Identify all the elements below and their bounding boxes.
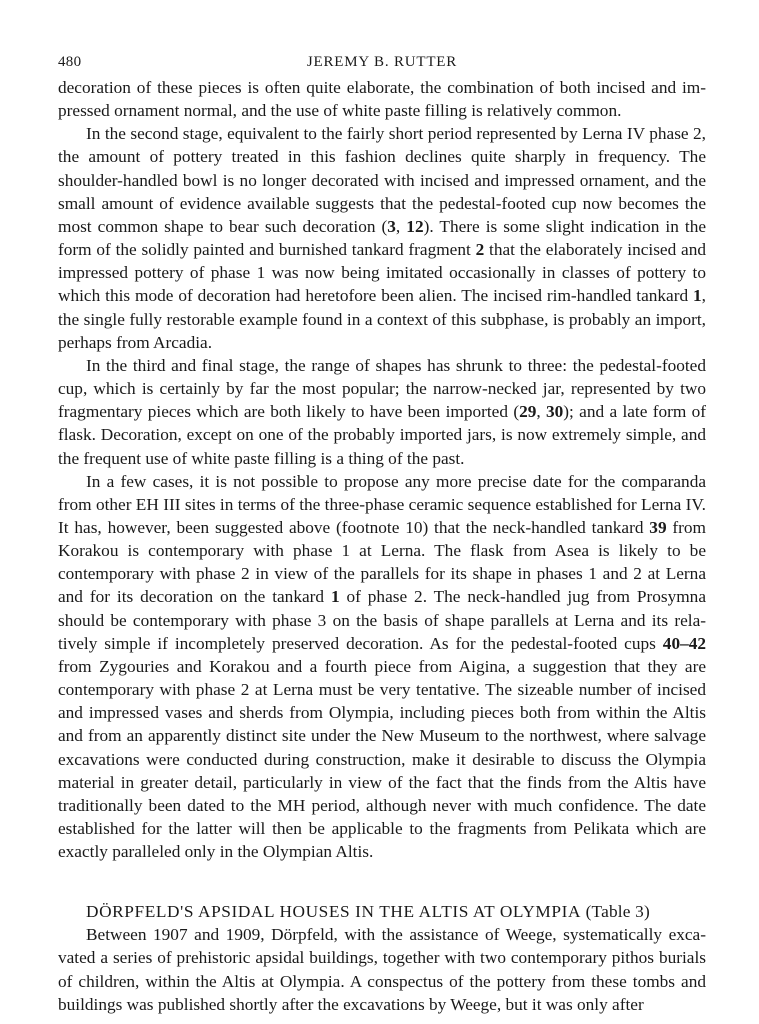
text-run: decoration of these pieces is often quite elaborate, the combination of both incised and impressed ornament normal, and the use of white paste filling is relatively common. xyxy=(58,78,706,121)
section-heading xyxy=(58,900,706,923)
page-number: 480 xyxy=(58,54,82,70)
section-body xyxy=(58,923,706,1016)
text-run: In the second stage, equivalent to the fairly short period represented by Lerna IV phase 2, the amount of pottery treated in this fashion declines quite sharply in frequency. The shoulder-handled bowl is no longer decorated with incised and impressed ornament, and the small amount of evidence available suggests that the pedestal-footed cup now becomes the most common shape to bear such decoration ( xyxy=(58,124,706,236)
text-run: ); and a late form of flask. Decoration, except on one of the probably imported jars, is now extremely simple, and the frequent use of white paste filling is a thing of the past. xyxy=(58,402,707,468)
catalogue-reference: 40–42 xyxy=(662,633,706,653)
section-heading-title: DÖRPFELD'S APSIDAL HOUSES IN THE ALTIS AT OLYMPIA xyxy=(86,902,582,922)
section-paragraph: Between 1907 and 1909, Dörpfeld, with the assistance of Weege, systematically excavated a series of prehistoric apsidal buildings, together with two contemporary pithos burials of children, within the Altis at Olympia. A conspectus of the pottery from these tombs and buildings was published shortly after the excavations by Weege, but it was only after xyxy=(58,925,706,1014)
paragraph xyxy=(58,354,706,470)
text-run: In a few cases, it is not possible to propose any more precise date for the comparanda from other EH III sites in terms of the three-phase ceramic sequence established for Lerna IV. It has, however, been suggested above (footnote 10) that the neck-handled tankard xyxy=(58,471,706,537)
text-run: of phase 2. The neck-handled jug from Prosymna should be contemporary with phase 3 on the basis of shape parallels at Lerna and its relatively simple if incompletely preserved decoration. As for the pedestal-footed cups xyxy=(58,587,706,653)
text-run: , xyxy=(536,402,547,422)
text-run: , xyxy=(395,216,407,236)
catalogue-reference: 1 xyxy=(693,286,702,306)
catalogue-reference: 12 xyxy=(406,216,424,236)
running-title: JEREMY B. RUTTER xyxy=(306,54,458,70)
text-run: from Zygouries and Korakou and a fourth piece from Aigina, a suggestion that they are contemporary with phase 2 at Lerna must be very tentative. The sizeable number of incised and impressed vases and sherds from Olympia, including pieces both from within the Altis and from an apparently distinct site under the New Museum to the northwest, where salvage excavations were conducted during construction, make it desirable to discuss the Olympia material in greater detail, particularly in view of the fact that the finds from the Altis have traditionally been dated to the MH period, although never with much confidence. The date established for the latter will then be applicable to the fragments from Pelikata which are exactly paralleled only in the Olympian Altis. xyxy=(58,656,706,862)
running-head xyxy=(58,50,706,76)
paragraph xyxy=(58,76,706,122)
catalogue-reference: 39 xyxy=(649,517,667,537)
section-heading-table-ref: (Table 3) xyxy=(585,902,650,922)
paragraph xyxy=(58,470,706,864)
text-run: ). There is some slight indication in the form of the solidly painted and burnished tankard fragment xyxy=(58,216,707,260)
catalogue-reference: 29 xyxy=(519,402,537,422)
catalogue-reference: 30 xyxy=(546,402,564,422)
body-text xyxy=(58,76,706,863)
paragraph xyxy=(58,122,706,354)
page xyxy=(58,50,706,1016)
text-run: In the third and final stage, the range of shapes has shrunk to three: the pedestal-footed cup, which is certainly by far the most popular; the narrow-necked jar, represented by two fragmentary pieces which are both likely to have been imported ( xyxy=(58,355,706,422)
catalogue-reference: 3 xyxy=(387,216,396,236)
text-run: , the single fully restorable example found in a context of this subphase, is probably an import, perhaps from Arcadia. xyxy=(58,286,706,352)
text-run: that the elaborately incised and impressed pottery of phase 1 was now being imitated occasionally in classes of pottery to which this mode of decoration had heretofore been alien. The incised rim-handled tankard xyxy=(58,240,706,306)
catalogue-reference: 2 xyxy=(475,240,485,260)
catalogue-reference: 1 xyxy=(330,587,340,607)
text-run: from Korakou is contemporary with phase 1 at Lerna. The flask from Asea is likely to be contemporary with phase 2 in view of the parallels for its shape in phases 1 and 2 at Lerna and for its decoration on the tankard xyxy=(58,517,706,607)
